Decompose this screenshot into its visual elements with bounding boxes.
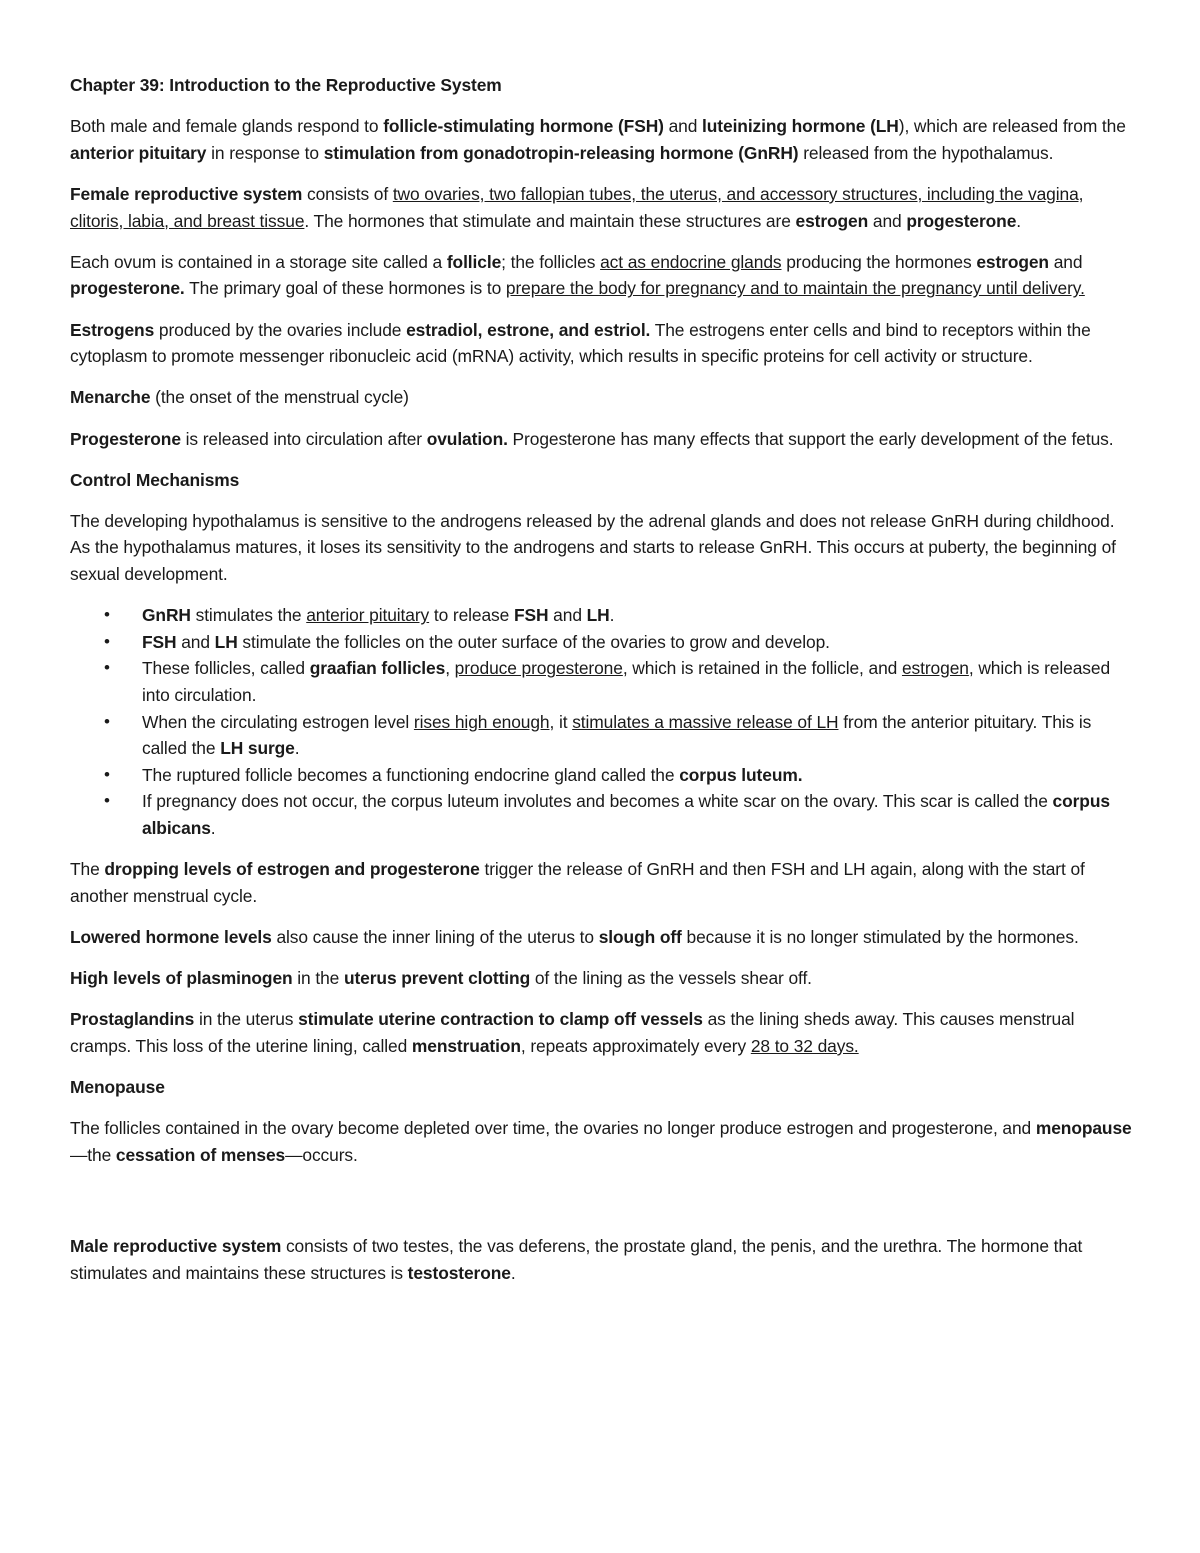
underlined-text: produce progesterone <box>454 658 623 679</box>
text: These follicles, called <box>142 658 310 679</box>
text: because it is no longer stimulated by the hormones. <box>681 926 1079 947</box>
term-progesterone: progesterone. <box>70 278 185 299</box>
text: When the circulating estrogen level <box>142 711 414 732</box>
text: If pregnancy does not occur, the corpus luteum involutes and becomes a white scar on the ovary. This scar is called the <box>142 791 1053 812</box>
progesterone-paragraph <box>70 426 1132 453</box>
term-menarche: Menarche <box>70 387 151 408</box>
text: and <box>176 631 215 652</box>
text: and <box>868 210 907 231</box>
bullet-icon: • <box>104 631 110 651</box>
text: from the anterior pituitary. This is called the <box>142 711 1092 759</box>
term-gnrh: GnRH <box>142 605 191 626</box>
term-menstruation: menstruation <box>411 1035 521 1056</box>
term-lh-surge: LH surge <box>220 738 295 759</box>
term-follicle: follicle <box>446 251 502 272</box>
text: and <box>548 605 587 626</box>
list-item <box>70 788 1132 841</box>
term-dropping-levels: dropping levels of estrogen and progesterone <box>104 859 480 880</box>
control-bullet-list <box>70 602 1132 841</box>
term-graafian-follicles: graafian follicles <box>309 658 446 679</box>
term-slough-off: slough off <box>598 926 682 947</box>
menopause-heading: Menopause <box>70 1077 165 1098</box>
text: The <box>70 859 105 880</box>
text: also cause the inner lining of the uterus to <box>271 926 599 947</box>
bullet-icon: • <box>104 791 110 811</box>
underlined-endocrine: act as endocrine glands <box>600 251 782 272</box>
term-fsh: FSH <box>142 631 177 652</box>
estrogens-paragraph <box>70 317 1132 370</box>
text: and <box>1048 251 1083 272</box>
term-progesterone: progesterone <box>906 210 1017 231</box>
list-item <box>70 602 1132 629</box>
text: ; the follicles <box>501 251 601 272</box>
term-fsh: follicle-stimulating hormone (FSH) <box>383 116 664 137</box>
intro-paragraph <box>70 113 1132 166</box>
text: ), which are released from the <box>898 116 1126 137</box>
term-plasminogen: High levels of plasminogen <box>70 968 293 989</box>
male-system-paragraph <box>70 1233 1132 1286</box>
term-menopause: menopause <box>1035 1118 1132 1139</box>
text: Both male and female glands respond to <box>70 116 384 137</box>
term-prostaglandins: Prostaglandins <box>70 1009 195 1030</box>
term-estrogens: Estrogens <box>70 319 155 340</box>
underlined-text: stimulates a massive release of LH <box>572 711 839 732</box>
term-progesterone: Progesterone <box>70 428 181 449</box>
list-item <box>70 655 1132 708</box>
text: Progesterone has many effects that support the early development of the fetus. <box>507 428 1114 449</box>
text: . <box>1016 210 1022 231</box>
text: produced by the ovaries include <box>154 319 407 340</box>
text: The follicles contained in the ovary become depleted over time, the ovaries no longer produce estrogen and progesterone, and <box>70 1118 1036 1139</box>
term-estrogen-types: estradiol, estrone, and estriol. <box>406 319 651 340</box>
text: , repeats approximately every <box>520 1035 751 1056</box>
term-corpus-luteum: corpus luteum. <box>679 764 803 785</box>
dropping-levels-paragraph <box>70 856 1132 909</box>
text: The ruptured follicle becomes a functioning endocrine gland called the <box>142 764 680 785</box>
text: in the uterus <box>194 1009 299 1030</box>
text: in the <box>292 968 344 989</box>
bullet-icon: • <box>104 711 110 731</box>
text: consists of two testes, the vas deferens, the prostate gland, the penis, and the urethra. The hormone that stimulates and maintains these structures is <box>70 1236 1083 1283</box>
underlined-cycle-length: 28 to 32 days. <box>750 1035 859 1056</box>
text: , which is released into circulation. <box>142 658 1111 706</box>
chapter-title: Chapter 39: Introduction to the Reproductive System <box>70 75 502 95</box>
lowered-levels-paragraph <box>70 924 1132 951</box>
term-male-system: Male reproductive system <box>70 1236 282 1257</box>
text: —occurs. <box>285 1144 358 1165</box>
text: is released into circulation after <box>180 428 427 449</box>
plasminogen-paragraph <box>70 965 1132 992</box>
term-lowered-levels: Lowered hormone levels <box>70 926 272 947</box>
ovum-paragraph <box>70 249 1132 302</box>
control-mechanisms-heading: Control Mechanisms <box>70 469 240 490</box>
menopause-paragraph <box>70 1115 1132 1168</box>
text: in response to <box>206 142 324 163</box>
text: . <box>510 1262 516 1283</box>
term-uterine-contraction: stimulate uterine contraction to clamp off vessels <box>298 1009 703 1030</box>
term-gnrh: stimulation from gonadotropin-releasing hormone (GnRH) <box>323 142 799 163</box>
text: of the lining as the vessels shear off. <box>530 968 812 989</box>
text: and <box>663 116 703 137</box>
underlined-text: estrogen <box>901 658 969 679</box>
text: —the <box>70 1144 116 1165</box>
term-testosterone: testosterone <box>407 1262 511 1283</box>
underlined-text: anterior pituitary <box>306 605 430 626</box>
text: , it <box>549 711 573 732</box>
term-fsh: FSH <box>513 605 549 626</box>
text: consists of <box>302 183 393 204</box>
term-anterior-pituitary: anterior pituitary <box>70 142 207 163</box>
text: . <box>210 818 216 838</box>
text: Each ovum is contained in a storage site called a <box>70 251 447 272</box>
term-cessation-of-menses: cessation of menses <box>115 1144 286 1165</box>
underlined-goal: prepare the body for pregnancy and to maintain the pregnancy until delivery. <box>505 278 1085 299</box>
text: . <box>294 738 300 759</box>
text: stimulates the <box>190 605 307 626</box>
term-lh: LH <box>586 605 610 626</box>
text: . <box>609 605 615 626</box>
list-item <box>70 709 1132 762</box>
text: . The hormones that stimulate and maintain these structures are <box>304 210 796 231</box>
text: producing the hormones <box>781 251 977 272</box>
menarche-paragraph <box>70 384 1132 411</box>
term-lh: LH <box>214 631 238 652</box>
bullet-icon: • <box>104 764 110 784</box>
term-estrogen: estrogen <box>976 251 1049 272</box>
text: The estrogens enter cells and bind to receptors within the cytoplasm to promote messenger ribonucleic acid (mRNA) activity, which results in specific proteins for cell activity or structure. <box>70 319 1091 367</box>
text: as the lining sheds away. This causes menstrual cramps. This loss of the uterine lining, called <box>70 1009 1075 1056</box>
list-item <box>70 762 1132 789</box>
text: released from the hypothalamus. <box>798 142 1054 163</box>
document-body <box>70 72 1132 1301</box>
text: , which is retained in the follicle, and <box>622 658 902 679</box>
bullet-icon: • <box>104 605 110 625</box>
text: stimulate the follicles on the outer surface of the ovaries to grow and develop. <box>237 631 830 652</box>
text: to release <box>429 605 514 626</box>
term-female-system: Female reproductive system <box>70 183 303 204</box>
text: trigger the release of GnRH and then FSH and LH again, along with the start of another menstrual cycle. <box>70 859 1085 906</box>
term-corpus-albicans: corpus albicans <box>142 791 1110 838</box>
text: (the onset of the menstrual cycle) <box>150 387 409 408</box>
prostaglandins-paragraph <box>70 1006 1132 1059</box>
female-system-paragraph <box>70 181 1132 234</box>
term-lh: luteinizing hormone (LH <box>702 116 899 137</box>
list-item <box>70 629 1132 656</box>
control-paragraph: The developing hypothalamus is sensitive to the androgens released by the adrenal glands and does not release GnRH during childhood. As the hypothalamus matures, it loses its sensitivity to the androgens and starts to release GnRH. This occurs at puberty, the beginning of sexual development. <box>70 510 1116 585</box>
term-uterus-clotting: uterus prevent clotting <box>343 968 531 989</box>
blank-space <box>70 1183 1132 1233</box>
bullet-icon: • <box>104 658 110 678</box>
underlined-structures: two ovaries, two fallopian tubes, the uterus, and accessory structures, including the vagina, clitoris, labia, and breast tissue <box>70 183 1084 231</box>
term-ovulation: ovulation. <box>426 428 508 449</box>
term-estrogen: estrogen <box>795 210 869 231</box>
underlined-text: rises high enough <box>413 711 550 732</box>
text: The primary goal of these hormones is to <box>184 278 506 299</box>
text: , <box>445 658 455 679</box>
